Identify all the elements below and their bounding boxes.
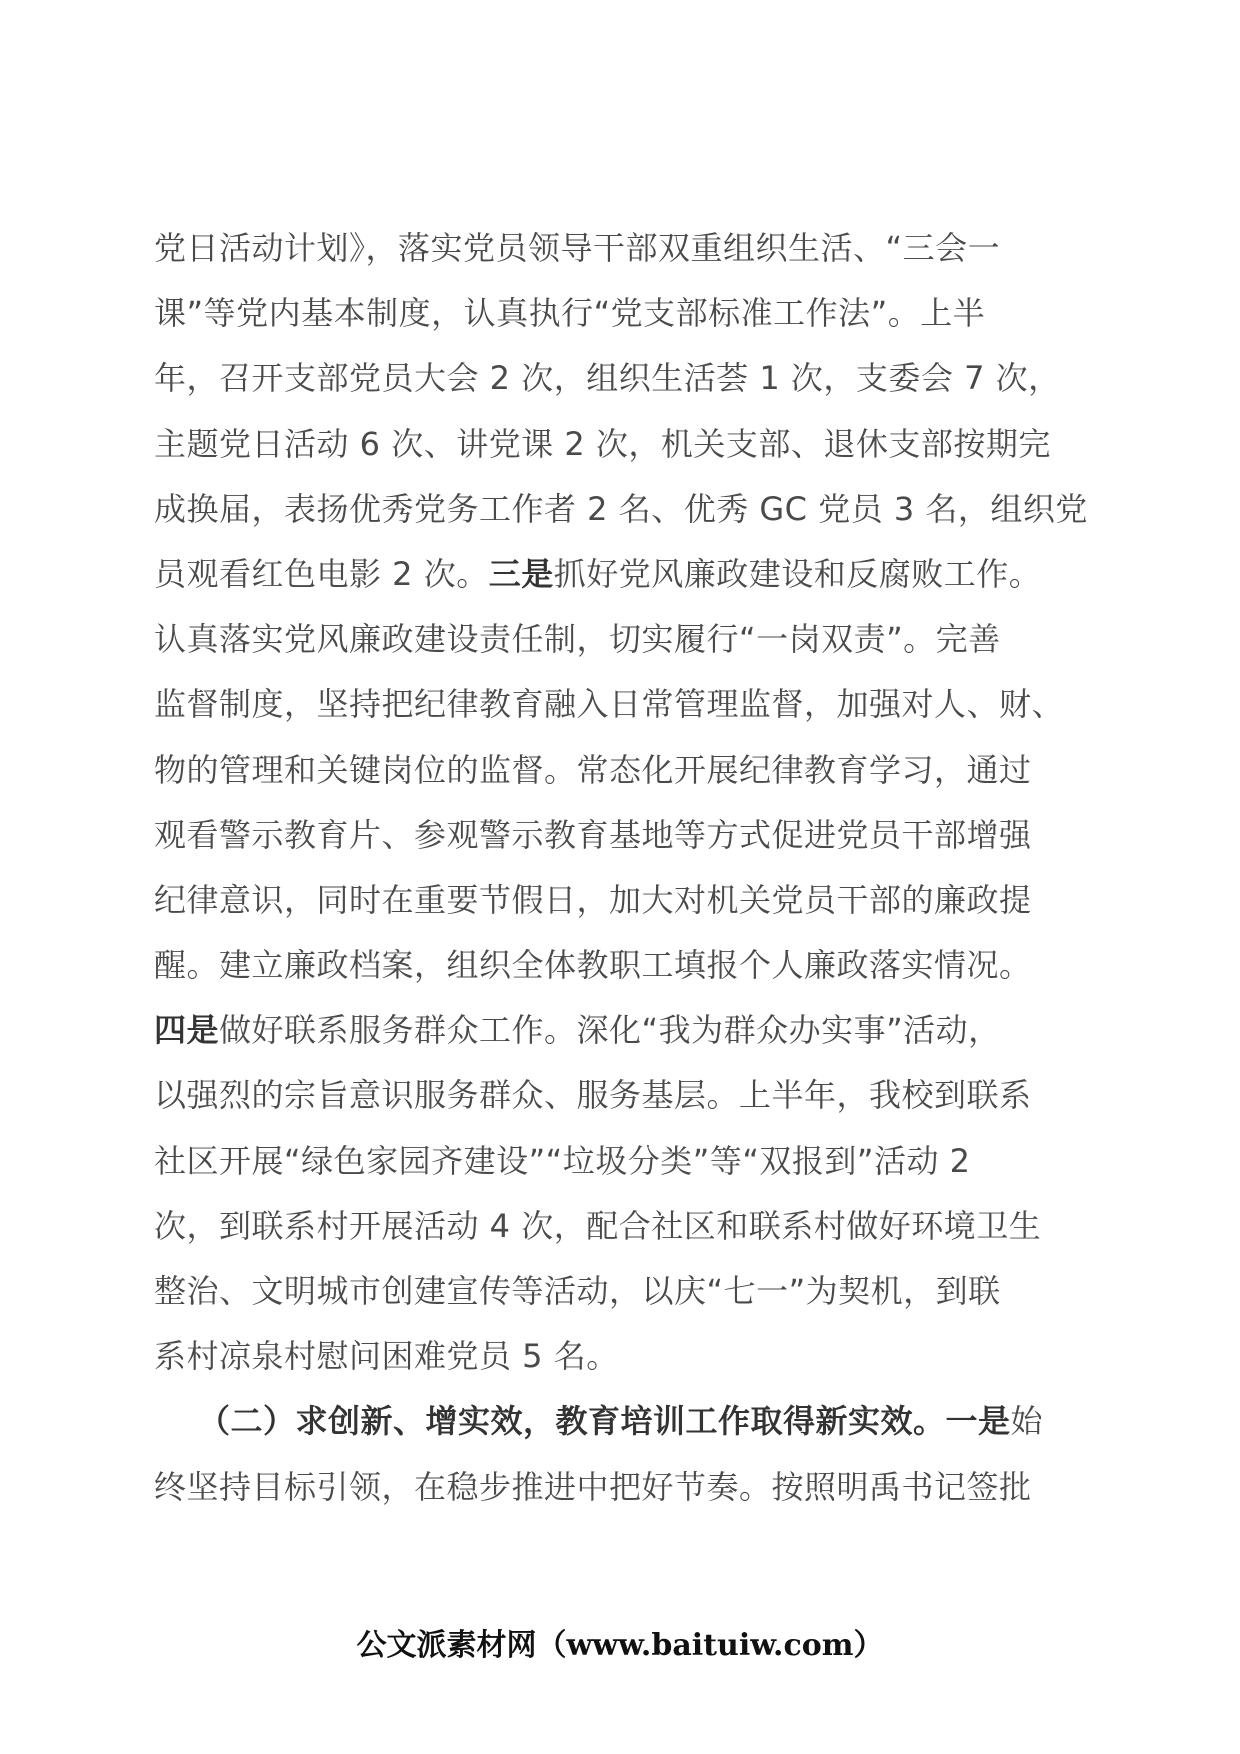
section-heading: （二）求创新、增实效，教育培训工作取得新实效。一是 (198, 1402, 1011, 1441)
text-segment: 做好联系服务群众工作。深化“我为群众办实事”活动， (219, 1011, 1001, 1050)
text-line: 监督制度，坚持把纪律教育融入日常管理监督，加强对人、财、 (154, 685, 1065, 724)
text-line: 醒。建立廉政档案，组织全体教职工填报个人廉政落实情况。 (154, 946, 1032, 985)
text-line: 系村凉泉村慰问困难党员 5 名。 (154, 1337, 619, 1376)
text-line: 成换届，表扬优秀党务工作者 2 名、优秀 GC 党员 3 名，组织党 (154, 489, 1088, 528)
text-line: 终坚持目标引领，在稳步推进中把好节奏。按照明禹书记签批 (154, 1467, 1032, 1506)
text-line: 年，召开支部党员大会 2 次，组织生活荟 1 次，支委会 7 次， (154, 359, 1061, 398)
document-body (154, 216, 1094, 1520)
text-line: 社区开展“绿色家园齐建设”“垃圾分类”等“双报到”活动 2 (154, 1141, 971, 1180)
text-line (154, 998, 1094, 1063)
footer-watermark: 公文派素材网（www.baituiw.com） (356, 1628, 884, 1663)
text-line: 主题党日活动 6 次、讲党课 2 次，机关支部、退休支部按期完 (154, 424, 1051, 463)
text-line: 认真落实党风廉政建设责任制，切实履行“一岗双责”。完善 (154, 620, 1001, 659)
text-line (154, 542, 1094, 607)
text-segment: 抓好党风廉政建设和反腐败工作。 (553, 554, 1042, 593)
section-heading-line (154, 1389, 1094, 1454)
text-line: 以强烈的宗旨意识服务群众、服务基层。上半年，我校到联系 (154, 1076, 1032, 1115)
bold-marker: 三是 (488, 554, 554, 593)
text-line: 课”等党内基本制度，认真执行“党支部标准工作法”。上半 (154, 294, 986, 333)
text-line: 观看警示教育片、参观警示教育基地等方式促进党员干部增强 (154, 815, 1032, 854)
text-line: 党日活动计划》，落实党员领导干部双重组织生活、“三会一 (154, 229, 1001, 267)
text-segment: 始 (1010, 1402, 1044, 1441)
text-line: 次，到联系村开展活动 4 次，配合社区和联系村做好环境卫生 (154, 1206, 1042, 1245)
text-line: 物的管理和关键岗位的监督。常态化开展纪律教育学习，通过 (154, 750, 1032, 789)
text-segment: 员观看红色电影 2 次。 (154, 554, 489, 593)
bold-marker: 四是 (154, 1011, 220, 1050)
text-line: 纪律意识，同时在重要节假日，加大对机关党员干部的廉政提 (154, 880, 1032, 919)
text-line: 整治、文明城市创建宣传等活动，以庆“七一”为契机，到联 (154, 1272, 1001, 1310)
